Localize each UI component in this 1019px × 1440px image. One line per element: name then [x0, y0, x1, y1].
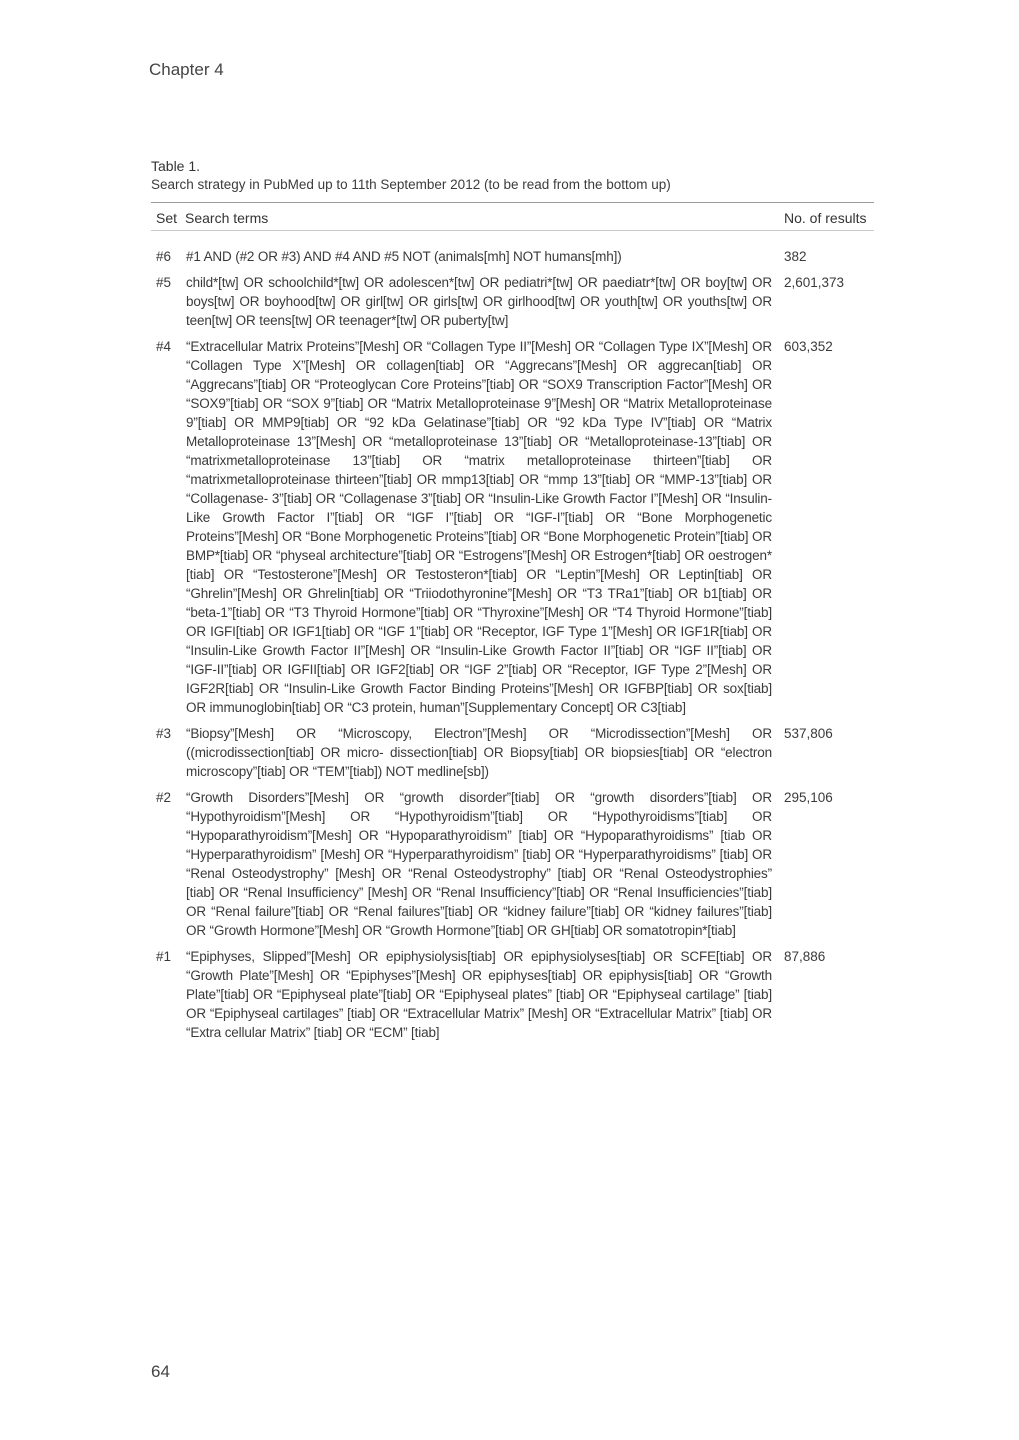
table-row: [151, 247, 874, 266]
row-results: 537,806: [784, 726, 833, 741]
header-no-of-results: No. of results: [784, 210, 867, 226]
table-row: [151, 788, 874, 940]
row-set: #3: [156, 726, 172, 741]
row-set: #5: [156, 275, 172, 290]
table-header: [151, 202, 874, 231]
row-results: 295,106: [784, 790, 833, 805]
row-search-terms: #1 AND (#2 OR #3) AND #4 AND #5 NOT (animals[mh] NOT humans[mh]): [186, 249, 622, 264]
row-search-terms: “Biopsy”[Mesh] OR “Microscopy, Electron”[Mesh] OR “Microdissection”[Mesh] OR ((microdissection[tiab] OR micro- dissection[tiab] OR Biopsy[tiab] OR biopsies[tiab] OR “electron microscopy”[tiab] OR “TEM”[tiab]) NOT medline[sb]): [186, 726, 772, 779]
table-row: [151, 724, 874, 781]
search-strategy-table: [151, 202, 874, 1049]
chapter-heading: Chapter 4: [149, 60, 224, 79]
row-results: 87,886: [784, 949, 826, 964]
header-search-terms: Search terms: [185, 210, 269, 226]
table-label: Table 1.: [151, 158, 201, 174]
row-results: 2,601,373: [784, 275, 845, 290]
page-number: 64: [151, 1362, 170, 1381]
row-search-terms: “Extracellular Matrix Proteins”[Mesh] OR “Collagen Type II”[Mesh] OR “Collagen Type IX”[Mesh] OR “Collagen Type X”[Mesh] OR collagen[tiab] OR “Aggrecans”[Mesh] OR aggrecan[tiab] OR “Aggrecans”[tiab] OR “Proteoglycan Core Proteins”[tiab] OR “SOX9 Transcription Factor”[Mesh] OR “SOX9”[tiab] OR “SOX 9”[tiab] OR “Matrix Metalloproteinase 9”[Mesh] OR “Matrix Metalloproteinase 9”[tiab] OR MMP9[tiab] OR “92 kDa Gelatinase”[tiab] OR “92 kDa Type IV”[tiab] OR “Matrix Metalloproteinase 13”[Mesh] OR “metalloproteinase 13”[tiab] OR “Metalloproteinase-13”[tiab] OR “matrixmetalloproteinase 13”[tiab] OR “matrix metalloproteinase thirteen”[tiab] OR “matrixmetalloproteinase thirteen”[tiab] OR mmp13[tiab] OR “mmp 13”[tiab] OR “MMP-13”[tiab] OR “Collagenase- 3”[tiab] OR “Collagenase 3”[tiab] OR “Insulin-Like Growth Factor I”[Mesh] OR “Insulin-Like Growth Factor I”[tiab] OR “IGF I”[tiab] OR “IGF-I”[tiab] OR “Bone Morphogenetic Proteins”[Mesh] OR “Bone Morphogenetic Proteins”[tiab] OR “Bone Morphogenetic Protein”[tiab] OR BMP*[tiab] OR “physeal architecture”[tiab] OR “Estrogens”[Mesh] OR Estrogen*[tiab] OR oestrogen*[tiab] OR “Testosterone”[Mesh] OR Testosteron*[tiab] OR “Leptin”[Mesh] OR Leptin[tiab] OR “Ghrelin”[Mesh] OR Ghrelin[tiab] OR “Triiodothyronine”[Mesh] OR “T3 TRa1”[tiab] OR b1[tiab] OR “beta-1”[tiab] OR “T3 Thyroid Hormone”[tiab] OR “Thyroxine”[Mesh] OR “T4 Thyroid Hormone”[tiab] OR IGFI[tiab] OR IGF1[tiab] OR “IGF 1”[tiab] OR “Receptor, IGF Type 1”[Mesh] OR IGF1R[tiab] OR “Insulin-Like Growth Factor II”[Mesh] OR “Insulin-Like Growth Factor II”[tiab] OR “IGF II”[tiab] OR “IGF-II”[tiab] OR IGFII[tiab] OR IGF2[tiab] OR “IGF 2”[tiab] OR “Receptor, IGF Type 2”[Mesh] OR IGF2R[tiab] OR “Insulin-Like Growth Factor Binding Proteins”[Mesh] OR IGFBP[tiab] OR sox[tiab] OR immunoglobin[tiab] OR “C3 protein, human”[Supplementary Concept] OR C3[tiab]: [186, 339, 772, 715]
table-row: [151, 273, 874, 330]
table-body: [151, 231, 874, 1042]
row-search-terms: child*[tw] OR schoolchild*[tw] OR adolescen*[tw] OR pediatri*[tw] OR paediatr*[tw] OR boy[tw] OR boys[tw] OR boyhood[tw] OR girl[tw] OR girls[tw] OR girlhood[tw] OR youth[tw] OR youths[tw] OR teen[tw] OR teens[tw] OR teenager*[tw] OR puberty[tw]: [186, 275, 772, 328]
table-caption: Search strategy in PubMed up to 11th September 2012 (to be read from the bottom up): [151, 177, 671, 192]
row-results: 382: [784, 249, 807, 264]
row-search-terms: “Growth Disorders”[Mesh] OR “growth disorder”[tiab] OR “growth disorders”[tiab] OR “Hypothyroidism”[Mesh] OR “Hypothyroidism”[tiab] OR “Hypothyroidisms”[tiab] OR “Hypoparathyroidism”[Mesh] OR “Hypoparathyroidism” [tiab] OR “Hypoparathyroidisms” [tiab OR “Hyperparathyroidism” [Mesh] OR “Hyperparathyroidism” [tiab] OR “Hyperparathyroidisms” [tiab] OR “Renal Osteodystrophy” [Mesh] OR “Renal Osteodystrophy” [tiab] OR “Renal Osteodystrophies” [tiab] OR “Renal Insufficiency” [Mesh] OR “Renal Insufficiency”[tiab] OR “Renal Insufficiencies”[tiab] OR “Renal failure”[tiab] OR “Renal failures”[tiab] OR “kidney failure”[tiab] OR “kidney failures”[tiab] OR “Growth Hormone”[Mesh] OR “Growth Hormone”[tiab] OR GH[tiab] OR somatotropin*[tiab]: [186, 790, 772, 938]
row-set: #4: [156, 339, 172, 354]
header-set: Set: [156, 210, 178, 226]
row-set: #1: [156, 949, 172, 964]
row-search-terms: “Epiphyses, Slipped”[Mesh] OR epiphysiolysis[tiab] OR epiphysiolyses[tiab] OR SCFE[tiab] OR “Growth Plate”[Mesh] OR “Epiphyses”[Mesh] OR epiphyses[tiab] OR epiphysis[tiab] OR “Growth Plate”[tiab] OR “Epiphyseal plate”[tiab] OR “Epiphyseal plates” [tiab] OR “Epiphyseal cartilage” [tiab] OR “Epiphyseal cartilages” [tiab] OR “Extracellular Matrix” [Mesh] OR “Extracellular Matrix” [tiab] OR “Extra cellular Matrix” [tiab] OR “ECM” [tiab]: [186, 949, 772, 1040]
table-row: [151, 947, 874, 1042]
table-row: [151, 337, 874, 717]
row-set: #2: [156, 790, 172, 805]
row-set: #6: [156, 249, 172, 264]
row-results: 603,352: [784, 339, 833, 354]
